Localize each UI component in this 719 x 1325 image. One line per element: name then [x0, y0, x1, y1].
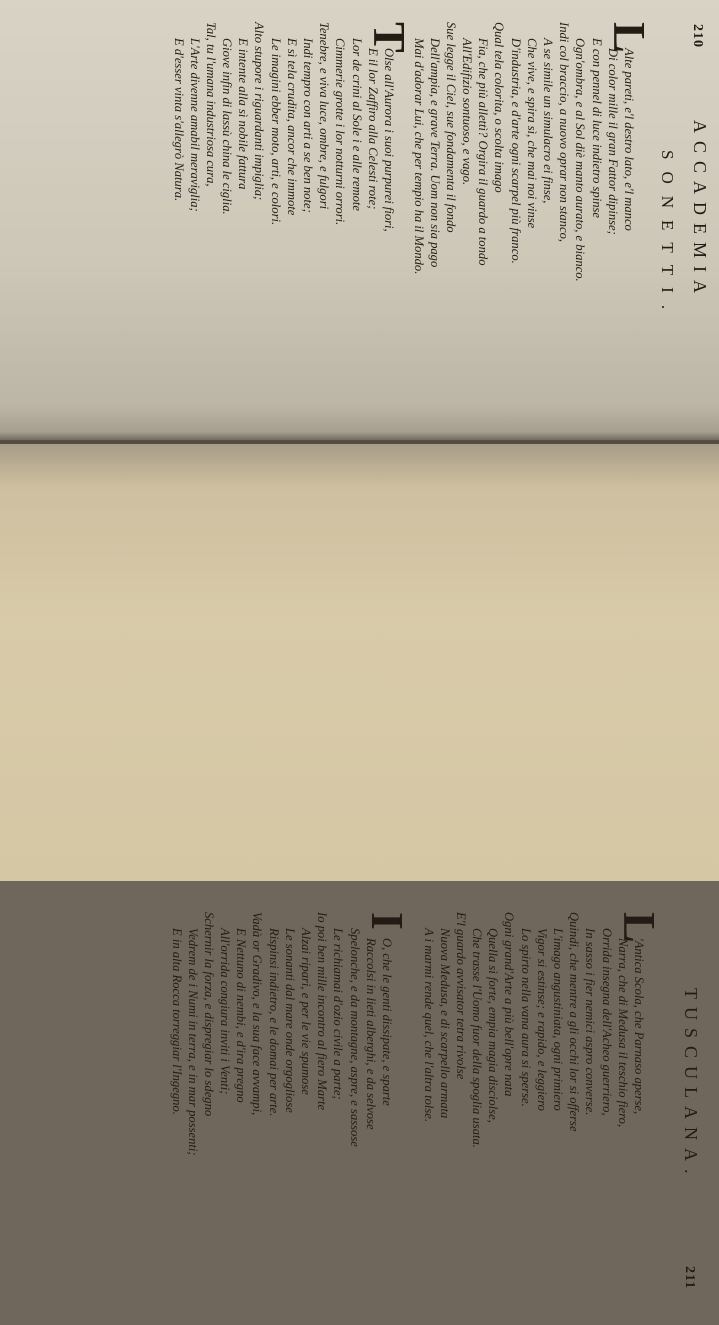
left-page: [0, 0, 719, 440]
poem-line: Vedrem de i Numi in terra, e in mar possenti;: [185, 928, 200, 1156]
section-title: SONETTI.: [658, 150, 677, 322]
poem-line: A i marmi rende quel, che l'altra tolse.: [421, 928, 436, 1123]
right-page: [0, 444, 719, 1290]
poem-line: E Nettuno di nembi, e d'ira pregno: [234, 928, 249, 1103]
poem-line: In sasso i fier nemici aspro converse.: [583, 928, 598, 1116]
poem-line: Cimmerie grotte i lor notturni orrori.: [333, 38, 348, 226]
poem-line: E in alta Rocca torreggiar l'Ingegno.: [169, 928, 184, 1115]
poem-line: Le imagini ebber moto, arti, e colori.: [268, 38, 283, 226]
page-number: 211: [682, 1266, 697, 1290]
poem-line: Giove infin di lassù china le ciglia.: [220, 38, 235, 215]
dropcap: L: [614, 912, 665, 943]
poem-line: Tal, tu l'umana industriosa cura,: [203, 22, 218, 187]
poem-line: Alto stupore i riguardanti impiglia;: [252, 22, 267, 201]
poem-line: All'orrida congiura inviti i Venti;: [218, 928, 233, 1095]
dropcap: I: [362, 912, 413, 930]
poem-line: Dell'ampia, e grave Terra. Uom non sia pago: [427, 38, 442, 268]
poem-line: Quindi, che mentre a gli occhi lor si offerse: [567, 912, 582, 1132]
poem-line: D'industria, e d'arte ogni scarpel più franco.: [508, 38, 523, 264]
poem-line: Lo spirto nella vana aura si sperse.: [518, 928, 533, 1107]
poem-line: Sue legge il Ciel, sue fondamenta il fondo: [443, 22, 458, 233]
running-head: TUSCULANA.: [681, 988, 701, 1182]
right-page-text-layer: [0, 888, 719, 1325]
poem-line: Le richiamai d'ozio civile a parte;: [331, 928, 346, 1100]
dropcap: L: [604, 22, 655, 53]
poem-line: Schernir la forza, e dispregiar lo sdegno: [201, 912, 216, 1117]
sonnet: [420, 912, 647, 1148]
poem-line: O, che le genti dissipate, e sparte: [380, 938, 394, 1106]
poem-line: Qual tela colorita, o scolta imago: [492, 22, 507, 193]
left-page-text-layer: [0, 0, 719, 440]
poem-line: Che vive, e spira sì, che mai noi vinse: [524, 38, 539, 229]
poem-line: All'Edifizio sontuoso, e vago.: [460, 38, 475, 186]
poem-line: Raccolsi in lieti alberghi, e da selvose: [363, 938, 378, 1130]
poem-line: Vigor si estinse; e rapido, e leggiero: [534, 928, 549, 1111]
poem-line: Alte pareti, e'l destro lato, e'l manco: [622, 48, 636, 231]
poem-line: Nuova Medusa, e di scarpello armata: [437, 928, 452, 1119]
poem-line: 'Antica Scola, che Parnaso aperse,: [632, 938, 646, 1115]
poem-line: Tenebre, e viva luce, ombre, e fulgori: [317, 22, 332, 210]
poem-line: Ogni grand'Arte a più bell'opre nata: [502, 912, 517, 1097]
poem-line: Io poi ben mille incontro al fiero Marte: [315, 912, 330, 1111]
poem-line: Rispinsi indietro, e le domai per arte.: [266, 928, 281, 1117]
poem-line: Orrida insegna dell'Acheo guerriero,: [599, 928, 614, 1116]
poem-line: Olse all'Aurora i suoi purpurei fiori,: [382, 48, 396, 232]
poem-line: Mai d'adorar Lui, che per tempio ha il Mondo.: [411, 38, 426, 275]
poem-line: E d'esser vinta s'allegrò Natura.: [171, 38, 186, 202]
poem-line: Indi tempro con arti a se ben note;: [301, 38, 316, 213]
poem-line: Lor de crini al Sole i e alle remote: [349, 38, 364, 212]
poem-line: L'Arte divenne amabil meraviglia;: [187, 38, 202, 212]
running-head: ACCADEMIA: [690, 120, 710, 302]
sonnet: [168, 912, 395, 1156]
poem-line: Quella sì forte, empia magia disciolse,: [486, 928, 501, 1123]
poem-line: L'imago angustiniata, ogni primiero: [551, 928, 566, 1111]
poem-line: E con pennel di luce indietro spinse: [589, 38, 604, 219]
poem-line: Indi col braccio, a nuovo oprar non stanco,: [557, 22, 572, 243]
poem-line: E il lor Zaffiro alla Celesti rote;: [365, 48, 380, 210]
poem-line: Alzai ripari, e per le vie spumose: [299, 928, 314, 1095]
poem-line: Che trasse l'Uomo fuor della spoglia usata.: [470, 928, 485, 1148]
poem-line: E sì tela crudita, ancor che immote: [284, 38, 299, 216]
page-number: 210: [690, 24, 705, 48]
poem-line: Vadà or Gradivo, e la sua face avvampi,: [250, 912, 265, 1116]
poem-line: A se simile un simulacro ei finse,: [541, 38, 556, 204]
poem-line: Narra, che di Medusa il teschio fiero,: [615, 938, 630, 1128]
sonnet: [410, 22, 637, 282]
poem-line: Di color mille il gran Fattor dipinse;: [605, 48, 620, 235]
dropcap: T: [364, 22, 415, 53]
poem-line: Ogn'ombra, e al Sol diè manto aurato, e bianco.: [573, 38, 588, 282]
poem-line: E intente alla sì nobile fattura: [236, 38, 251, 190]
sonnet: [170, 22, 397, 232]
poem-line: E'l guardo avvisator tetra rivolse: [453, 912, 468, 1080]
poem-line: Fia, che più allettì? Orgira il guardo a tondo: [476, 38, 491, 266]
poem-line: Le sonanti dal mare onde orgogliose: [282, 928, 297, 1113]
poem-line: Spelonche, e da montagne, aspre, e sassose: [347, 928, 362, 1147]
